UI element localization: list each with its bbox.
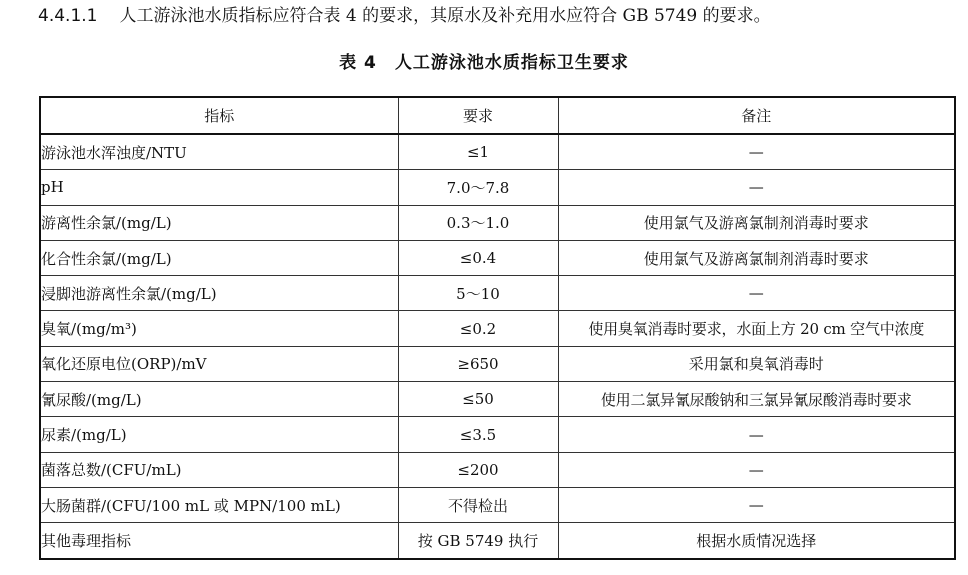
indicator-cell: 游离性余氯/(mg/L) bbox=[40, 205, 398, 240]
indicator-cell: 化合性余氯/(mg/L) bbox=[40, 240, 398, 275]
table-row bbox=[40, 452, 955, 487]
table-row bbox=[40, 382, 955, 417]
table-row bbox=[40, 170, 955, 205]
indicator-cell: 其他毒理指标 bbox=[40, 523, 398, 559]
remark-cell: — bbox=[558, 417, 955, 452]
remark-cell: — bbox=[558, 276, 955, 311]
remark-cell: — bbox=[558, 170, 955, 205]
remark-cell: 使用臭氧消毒时要求，水面上方 20 cm 空气中浓度 bbox=[558, 311, 955, 346]
table-row bbox=[40, 487, 955, 522]
indicator-cell: 氧化还原电位(ORP)/mV bbox=[40, 346, 398, 381]
table-header-row bbox=[40, 97, 955, 134]
indicator-cell: 臭氧/(mg/m³) bbox=[40, 311, 398, 346]
header-remark: 备注 bbox=[558, 97, 955, 134]
indicator-cell: 氰尿酸/(mg/L) bbox=[40, 382, 398, 417]
requirement-cell: 0.3～1.0 bbox=[398, 205, 558, 240]
requirement-cell: ≤50 bbox=[398, 382, 558, 417]
header-requirement: 要求 bbox=[398, 97, 558, 134]
remark-cell: — bbox=[558, 452, 955, 487]
table-caption-number: 表 4 bbox=[339, 53, 377, 73]
header-indicator: 指标 bbox=[40, 97, 398, 134]
table-row bbox=[40, 205, 955, 240]
table-row bbox=[40, 523, 955, 559]
indicator-cell: 浸脚池游离性余氯/(mg/L) bbox=[40, 276, 398, 311]
remark-cell: 根据水质情况选择 bbox=[558, 523, 955, 559]
table-row bbox=[40, 417, 955, 452]
clause-paragraph bbox=[38, 4, 963, 28]
remark-cell: — bbox=[558, 487, 955, 522]
requirement-cell: 不得检出 bbox=[398, 487, 558, 522]
table-row bbox=[40, 311, 955, 346]
table-row bbox=[40, 240, 955, 275]
remark-cell: 使用氯气及游离氯制剂消毒时要求 bbox=[558, 240, 955, 275]
remark-cell: 采用氯和臭氧消毒时 bbox=[558, 346, 955, 381]
table-row bbox=[40, 346, 955, 381]
table-caption bbox=[0, 48, 968, 73]
requirement-cell: 5～10 bbox=[398, 276, 558, 311]
indicator-cell: pH bbox=[40, 170, 398, 205]
requirement-cell: ≥650 bbox=[398, 346, 558, 381]
requirement-cell: ≤0.2 bbox=[398, 311, 558, 346]
indicator-cell: 菌落总数/(CFU/mL) bbox=[40, 452, 398, 487]
clause-number: 4.4.1.1 bbox=[38, 6, 98, 26]
remark-cell: 使用二氯异氰尿酸钠和三氯异氰尿酸消毒时要求 bbox=[558, 382, 955, 417]
remark-cell: — bbox=[558, 134, 955, 170]
requirement-cell: 7.0～7.8 bbox=[398, 170, 558, 205]
requirement-cell: ≤0.4 bbox=[398, 240, 558, 275]
requirement-cell: ≤3.5 bbox=[398, 417, 558, 452]
remark-cell: 使用氯气及游离氯制剂消毒时要求 bbox=[558, 205, 955, 240]
indicator-cell: 大肠菌群/(CFU/100 mL 或 MPN/100 mL) bbox=[40, 487, 398, 522]
indicator-cell: 游泳池水浑浊度/NTU bbox=[40, 134, 398, 170]
requirement-cell: ≤1 bbox=[398, 134, 558, 170]
requirement-cell: ≤200 bbox=[398, 452, 558, 487]
water-quality-table bbox=[39, 96, 956, 560]
indicator-cell: 尿素/(mg/L) bbox=[40, 417, 398, 452]
table-row bbox=[40, 276, 955, 311]
clause-text: 人工游泳池水质指标应符合表 4 的要求，其原水及补充用水应符合 GB 5749 的要求。 bbox=[119, 6, 771, 26]
requirement-cell: 按 GB 5749 执行 bbox=[398, 523, 558, 559]
table-row bbox=[40, 134, 955, 170]
table-caption-title: 人工游泳池水质指标卫生要求 bbox=[394, 53, 629, 73]
